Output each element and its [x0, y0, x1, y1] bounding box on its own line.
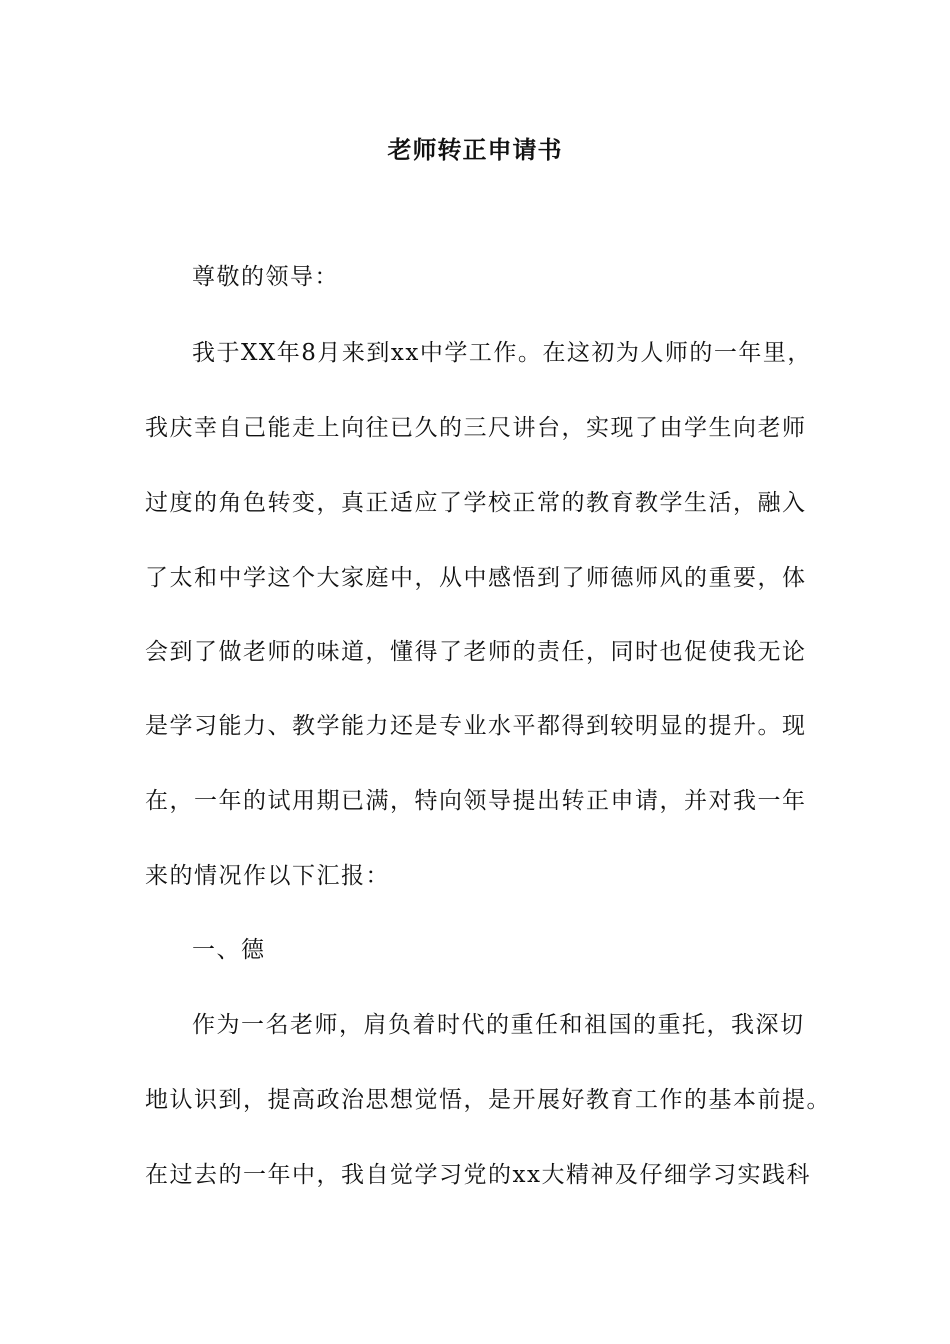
document-title: 老师转正申请书	[387, 135, 563, 164]
paragraph-line: 我庆幸自己能走上向往已久的三尺讲台，实现了由学生向老师	[145, 415, 807, 441]
paragraph-line: 过度的角色转变，真正适应了学校正常的教育教学生活，融入	[145, 490, 807, 516]
section-heading: 一、德	[192, 937, 266, 963]
paragraph-line: 会到了做老师的味道，懂得了老师的责任，同时也促使我无论	[145, 639, 807, 665]
paragraph-line: 了太和中学这个大家庭中，从中感悟到了师德师风的重要，体	[145, 565, 807, 591]
salutation: 尊敬的领导：	[192, 264, 339, 290]
paragraph-line: 来的情况作以下汇报：	[145, 863, 390, 889]
paragraph-line: 在过去的一年中，我自觉学习党的xx大精神及仔细学习实践科	[145, 1162, 811, 1188]
paragraph-line: 我于XX年8月来到xx中学工作。在这初为人师的一年里，	[192, 340, 812, 366]
paragraph-line: 在，一年的试用期已满，特向领导提出转正申请，并对我一年	[145, 788, 807, 814]
paragraph-line: 作为一名老师，肩负着时代的重任和祖国的重托，我深切	[192, 1012, 805, 1038]
paragraph-line: 是学习能力、教学能力还是专业水平都得到较明显的提升。现	[145, 713, 807, 739]
paragraph-line: 地认识到，提高政治思想觉悟，是开展好教育工作的基本前提。	[145, 1087, 831, 1113]
